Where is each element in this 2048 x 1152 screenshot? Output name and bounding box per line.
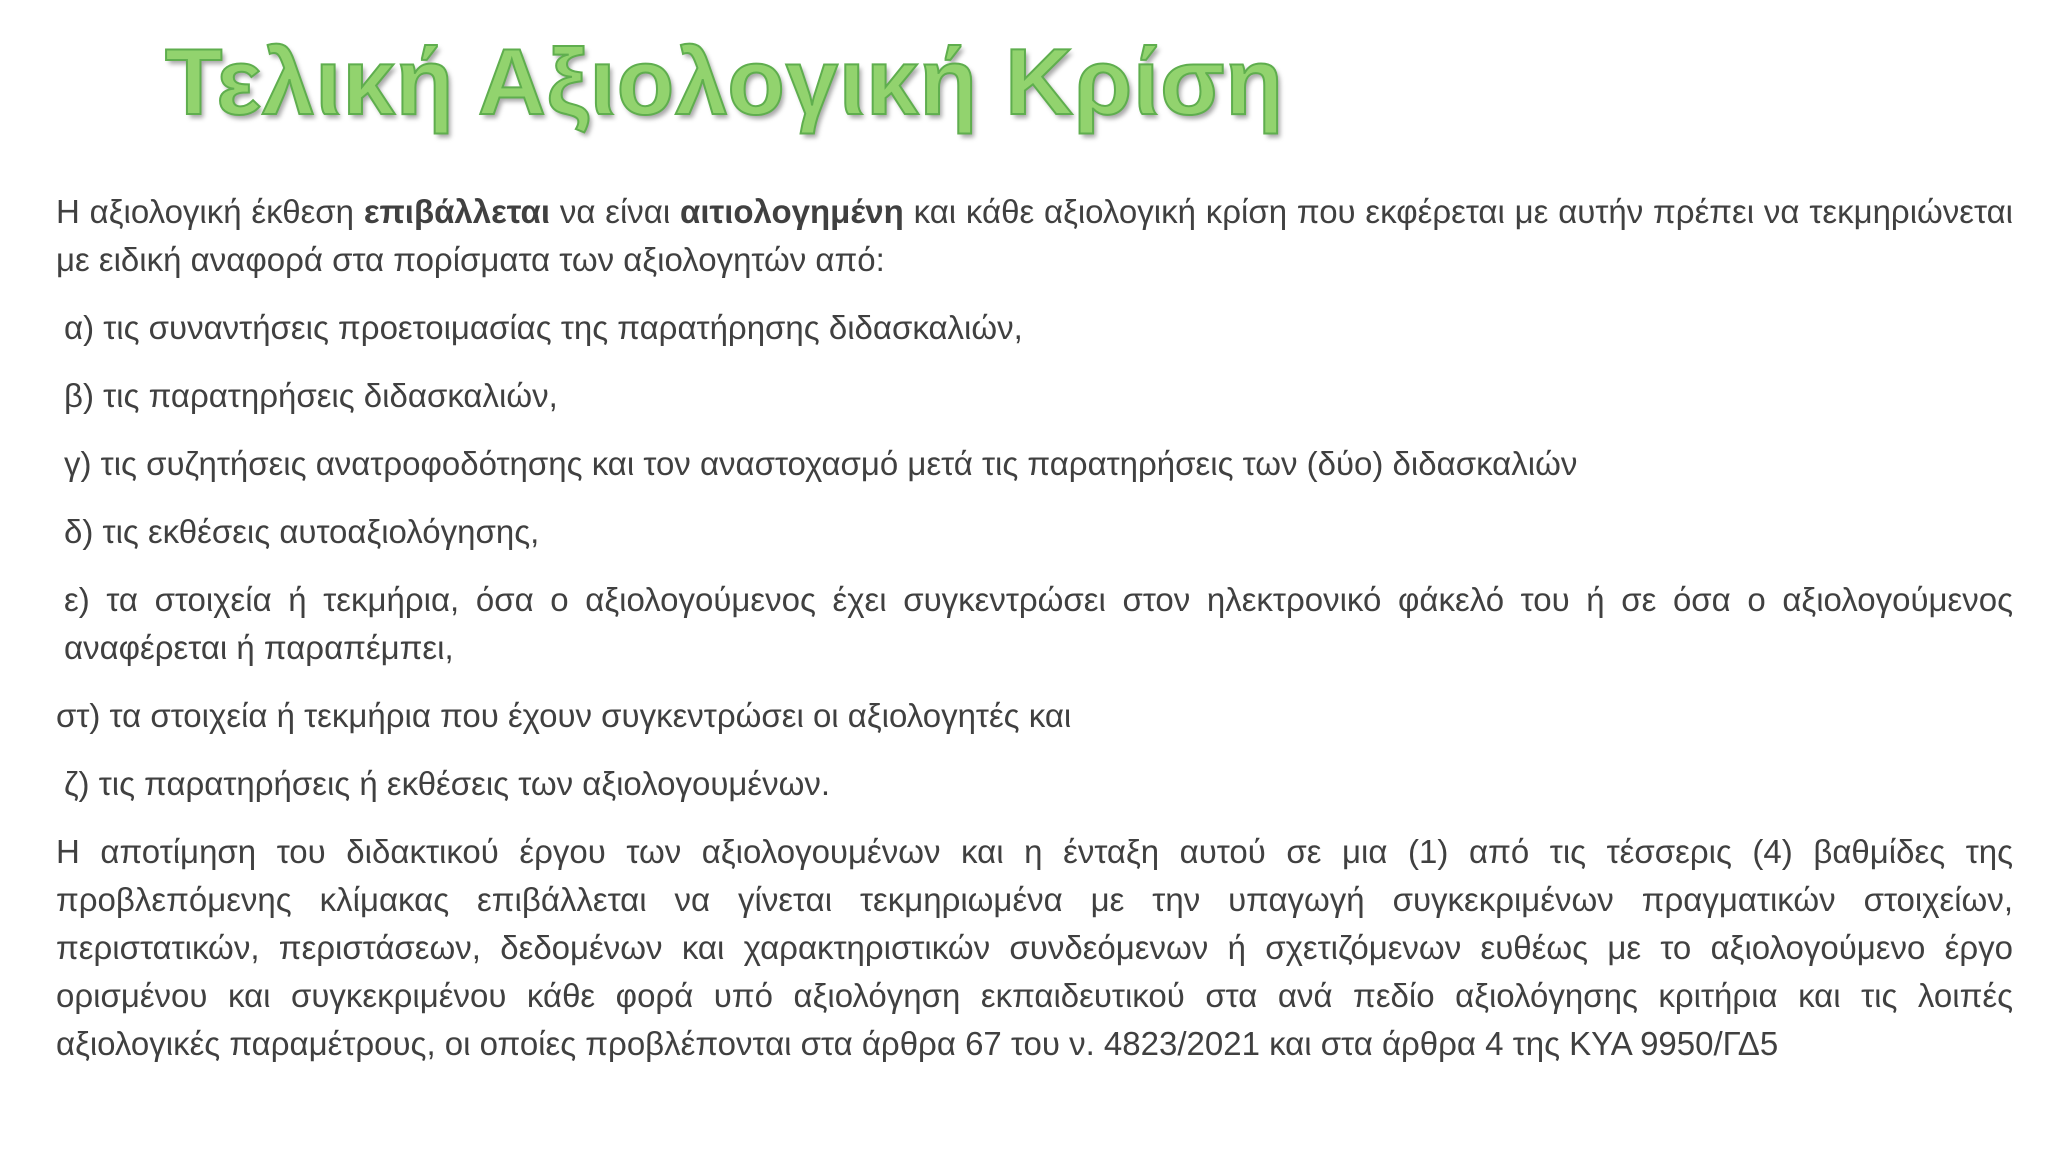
list-item-d: δ) τις εκθέσεις αυτοαξιολόγησης, — [64, 513, 540, 550]
list-item-b: β) τις παρατηρήσεις διδασκαλιών, — [64, 377, 558, 414]
slide-body — [56, 188, 2013, 1088]
intro-paragraph — [56, 188, 2013, 284]
list-item-c: γ) τις συζητήσεις ανατροφοδότησης και τον αναστοχασμό μετά τις παρατηρήσεις των (δύο) διδασκαλιών — [64, 445, 1578, 482]
list-item-e: ε) τα στοιχεία ή τεκμήρια, όσα ο αξιολογούμενος έχει συγκεντρώσει στον ηλεκτρονικό φάκελό του ή σε όσα ο αξιολογούμενος αναφέρεται ή παραπέμπει, — [64, 581, 2013, 666]
list-item-z: ζ) τις παρατηρήσεις ή εκθέσεις των αξιολογουμένων. — [64, 765, 831, 802]
intro-text-2: να είναι — [550, 193, 681, 230]
list-item-a: α) τις συναντήσεις προετοιμασίας της παρατήρησης διδασκαλιών, — [64, 309, 1023, 346]
intro-bold-2: αιτιολογημένη — [680, 193, 904, 230]
list-item-st: στ) τα στοιχεία ή τεκμήρια που έχουν συγκεντρώσει οι αξιολογητές και — [56, 697, 1072, 734]
slide-title: Τελική Αξιολογική Κρίση — [165, 29, 1284, 134]
closing-paragraph: Η αποτίμηση του διδακτικού έργου των αξιολογουμένων και η ένταξη αυτού σε μια (1) από τις τέσσερις (4) βαθμίδες της προβλεπόμενης κλίμακας επιβάλλεται να γίνεται τεκμηριωμένα με την υπαγωγή συγκεκριμένων πραγματικών στοιχείων, περιστατικών, περιστάσεων, δεδομένων και χαρακτηριστικών συνδεόμενων ή σχετιζόμενων ευθέως με το αξιολογούμενο έργο ορισμένου και συγκεκριμένου κάθε φορά υπό αξιολόγηση εκπαιδευτικού στα ανά πεδίο αξιολόγησης κριτήρια και τις λοιπές αξιολογικές παραμέτρους, οι οποίες προβλέπονται στα άρθρα 67 του ν. 4823/2021 και στα άρθρα 4 της ΚΥΑ 9950/ΓΔ5 — [56, 833, 2013, 1062]
intro-bold-1: επιβάλλεται — [363, 193, 551, 230]
intro-text-3: και κάθε αξιολογική κρίση που εκφέρεται με αυτήν πρέπει να τεκμηριώνεται με ειδική αναφορά στα πορίσματα των αξιολογητών από: — [56, 193, 2013, 278]
intro-text-1: Η αξιολογική έκθεση — [56, 193, 364, 230]
